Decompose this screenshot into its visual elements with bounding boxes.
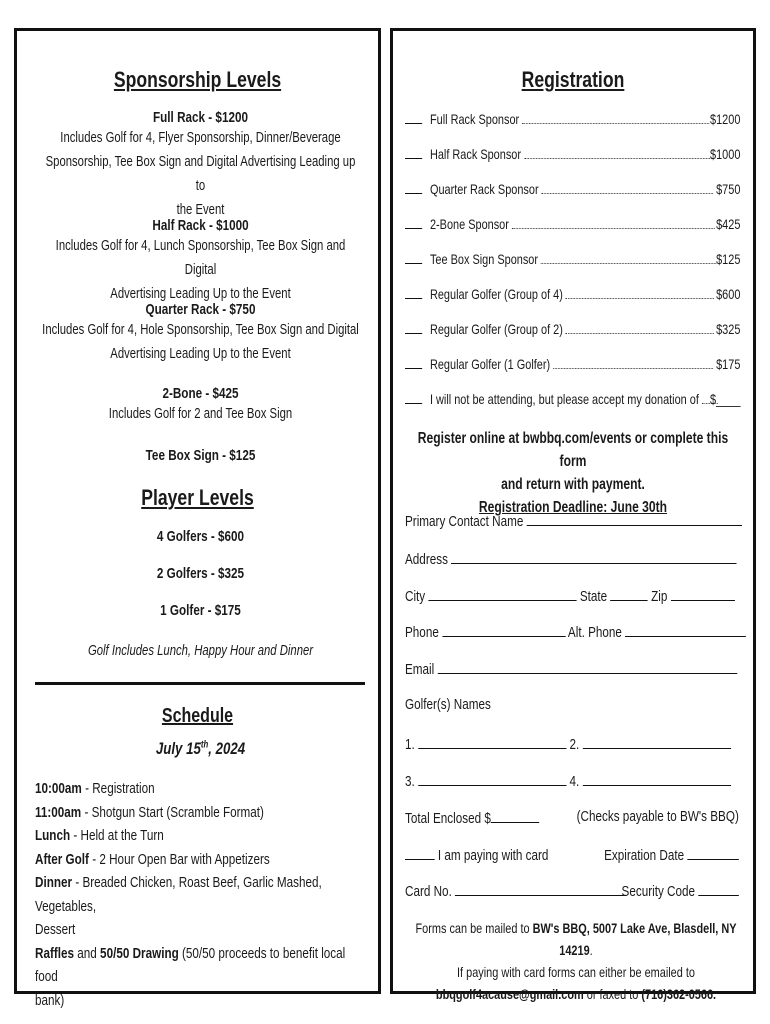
alt-phone-label: Alt. Phone	[567, 624, 622, 641]
schedule-date	[42, 739, 359, 759]
reg-option-golfer-1[interactable]: Regular Golfer (1 Golfer) $175	[405, 356, 740, 378]
primary-contact-row	[405, 511, 739, 530]
schedule-item: Dessert	[35, 921, 76, 938]
total-row	[405, 808, 739, 827]
schedule-item: After Golf - 2 Hour Open Bar with Appetizers	[35, 850, 270, 868]
level-desc: Includes Golf for 4, Flyer Sponsorship, Dinner/Beverage	[60, 130, 341, 146]
city-input[interactable]	[428, 586, 576, 601]
player-level: 1 Golfer - $175	[160, 602, 241, 619]
schedule-list	[35, 777, 370, 1012]
level-2-bone	[0, 385, 404, 426]
paying-card-label: I am paying with card	[437, 847, 549, 864]
sponsorship-title-wrap	[17, 67, 378, 93]
expiration-wrap	[604, 845, 739, 864]
registration-title: Registration	[521, 67, 625, 92]
golfer-2-label: 2.	[569, 736, 580, 753]
level-name: Full Rack - $1200	[153, 109, 248, 126]
golfer-2-input[interactable]	[582, 734, 730, 749]
player-level-2	[0, 565, 404, 582]
primary-contact-input[interactable]	[527, 511, 742, 526]
golfer-4-label: 4.	[569, 773, 580, 790]
state-label: State	[579, 588, 608, 605]
checks-note: (Checks payable to BW's BBQ)	[576, 808, 739, 825]
reg-option-donation[interactable]: I will not be attending, but please accept my donation of $____	[405, 391, 740, 413]
golfer-4-input[interactable]	[582, 771, 730, 786]
address-label: Address	[405, 551, 448, 568]
city-row	[405, 586, 739, 605]
golfers-row	[405, 696, 739, 713]
level-full-rack	[0, 109, 404, 222]
level-desc: Includes Golf for 4, Lunch Sponsorship, Tee Box Sign and Digital	[55, 238, 346, 278]
alt-phone-input[interactable]	[625, 622, 746, 637]
level-desc: Includes Golf for 2 and Tee Box Sign	[108, 406, 293, 422]
registration-footer	[410, 917, 742, 1005]
level-name: 2-Bone - $425	[162, 385, 239, 402]
address-input[interactable]	[451, 549, 736, 564]
golfer-1-label: 1.	[405, 736, 415, 753]
zip-input[interactable]	[671, 586, 735, 601]
level-desc: Advertising Leading Up to the Event	[110, 286, 291, 302]
email-label: Email	[405, 661, 435, 678]
schedule-title: Schedule	[161, 705, 234, 727]
footer-line-1: Forms can be mailed to BW's BBQ, 5007 Lake Ave, Blasdell, NY 14219.	[415, 920, 737, 958]
player-level-1	[0, 602, 404, 619]
level-tee-box	[0, 447, 404, 464]
player-title-wrap	[17, 485, 378, 511]
level-desc: Sponsorship, Tee Box Sign and Digital Advertising Leading up to	[45, 154, 356, 194]
level-name: Quarter Rack - $750	[145, 301, 256, 318]
schedule-item: 10:00am - Registration	[35, 780, 155, 797]
level-desc: Advertising Leading Up to the Event	[110, 346, 291, 362]
phone-label: Phone	[405, 624, 439, 641]
golfers-3-4-row	[405, 771, 739, 790]
zip-label: Zip	[651, 588, 668, 605]
registration-deadline: Registration Deadline: June 30th	[478, 499, 668, 516]
reg-option-2-bone[interactable]: 2-Bone Sponsor $425	[405, 216, 740, 238]
reg-option-full-rack[interactable]: Full Rack Sponsor $1200	[405, 111, 740, 133]
sponsorship-title: Sponsorship Levels	[113, 67, 282, 92]
player-level: 2 Golfers - $325	[156, 565, 245, 582]
schedule-item: Lunch - Held at the Turn	[35, 827, 164, 844]
phone-input[interactable]	[442, 622, 565, 637]
right-panel	[390, 28, 756, 1002]
level-half-rack	[0, 217, 404, 306]
reg-option-golfer-4[interactable]: Regular Golfer (Group of 4) $600	[405, 286, 740, 308]
level-desc: the Event	[176, 202, 225, 218]
reg-option-tee-box[interactable]: Tee Box Sign Sponsor $125	[405, 251, 740, 273]
phone-row	[405, 622, 739, 641]
register-instructions	[368, 427, 770, 519]
golfers-label: Golfer(s) Names	[405, 696, 491, 713]
total-label: Total Enclosed $	[405, 810, 491, 827]
email-row	[405, 659, 739, 678]
golfer-3-input[interactable]	[418, 771, 566, 786]
player-level: 4 Golfers - $600	[156, 528, 245, 545]
left-panel	[14, 28, 381, 1009]
security-wrap	[622, 881, 739, 900]
schedule-item: bank)	[35, 991, 65, 1009]
section-divider	[35, 682, 365, 685]
player-note-wrap	[0, 639, 404, 663]
schedule-date-year: , 2024	[208, 739, 246, 758]
schedule-item: Dinner - Breaded Chicken, Roast Beef, Garlic Mashed, Vegetables,	[35, 874, 322, 915]
state-input[interactable]	[610, 586, 647, 601]
register-line-2: and return with payment.	[501, 476, 645, 493]
schedule-date-sup: th	[200, 739, 209, 751]
card-row	[405, 845, 739, 864]
player-note: Golf Includes Lunch, Happy Hour and Dinner	[87, 643, 314, 659]
footer-line-2: If paying with card forms can either be emailed to	[457, 964, 695, 980]
golfers-1-2-row	[405, 734, 739, 753]
footer-line-3: bbqgolf4acause@gmail.com or faxed to (716)362-0566.	[435, 986, 717, 1002]
golfer-1-input[interactable]	[418, 734, 566, 749]
total-input[interactable]	[491, 808, 539, 823]
level-quarter-rack	[0, 301, 404, 366]
schedule-date-main: July 15	[155, 739, 201, 758]
primary-contact-label: Primary Contact Name	[405, 513, 524, 530]
paying-card-checkbox[interactable]	[405, 845, 435, 860]
golfer-3-label: 3.	[405, 773, 415, 790]
schedule-title-wrap	[17, 705, 378, 728]
security-input[interactable]	[698, 881, 739, 896]
player-level-4	[0, 528, 404, 545]
reg-option-quarter-rack[interactable]: Quarter Rack Sponsor $750	[405, 181, 740, 203]
schedule-item: 11:00am - Shotgun Start (Scramble Format)	[35, 803, 264, 821]
city-label: City	[405, 588, 426, 605]
level-desc: Includes Golf for 4, Hole Sponsorship, Tee Box Sign and Digital	[42, 322, 359, 338]
card-number-label: Card No.	[405, 883, 452, 900]
email-input[interactable]	[438, 659, 738, 674]
schedule-date-wrap	[0, 739, 404, 759]
level-name: Half Rack - $1000	[152, 217, 249, 234]
reg-option-golfer-2[interactable]: Regular Golfer (Group of 2) $325	[405, 321, 740, 343]
address-row	[405, 549, 739, 568]
reg-option-half-rack[interactable]: Half Rack Sponsor $1000	[405, 146, 740, 168]
registration-title-wrap	[393, 67, 753, 93]
security-label: Security Code	[621, 883, 696, 900]
player-levels-title: Player Levels	[141, 485, 254, 510]
register-line-1: Register online at bwbbq.com/events or complete this form	[417, 430, 729, 470]
expiration-input[interactable]	[687, 845, 738, 860]
card-number-input[interactable]	[455, 881, 627, 896]
card-number-row	[405, 881, 739, 900]
schedule-item: Raffles and 50/50 Drawing (50/50 proceeds to benefit local food	[35, 944, 346, 985]
expiration-label: Expiration Date	[604, 847, 685, 864]
level-name: Tee Box Sign - $125	[145, 447, 256, 464]
